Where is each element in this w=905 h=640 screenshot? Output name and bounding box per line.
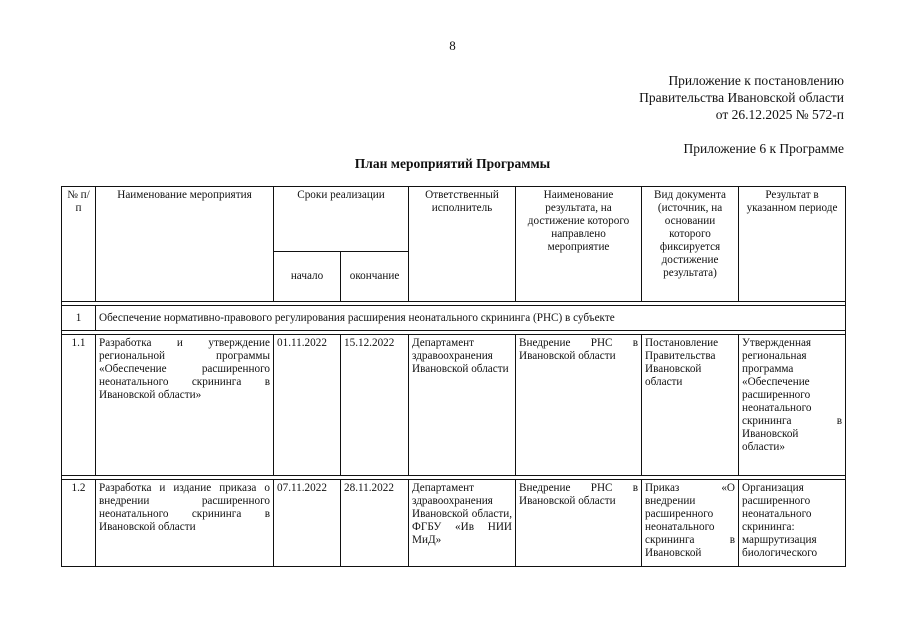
- plan-title: План мероприятий Программы: [354, 156, 551, 171]
- section-row: [62, 306, 846, 331]
- table-header-row: [62, 187, 846, 252]
- header-start: начало: [274, 252, 341, 302]
- row-num: 1.2: [62, 480, 96, 567]
- header-doc-type: Вид документа (источник, на основании которого фиксируется достижение результата): [642, 187, 739, 302]
- header-name: Наименование мероприятия: [96, 187, 274, 302]
- table-row: [62, 335, 846, 476]
- row-result-period: Организация расширенного неонатального скрининга: маршрутизация биологического: [739, 480, 846, 567]
- plan-table: [61, 186, 846, 567]
- header-result-period: Результат в указанном периоде: [739, 187, 846, 302]
- row-doc-type: Приказ «О внедрении расширенного неонатального скрининга в Ивановской: [642, 480, 739, 567]
- annex-label: Приложение 6 к Программе: [683, 141, 844, 156]
- header-terms: Сроки реализации: [274, 187, 409, 252]
- row-executor: Департамент здравоохранения Ивановской области, ФГБУ «Ив НИИ МиД»: [409, 480, 516, 567]
- approval-line-3: от 26.12.2025 № 572-п: [715, 107, 844, 122]
- section-title: Обеспечение нормативно-правового регулирования расширения неонатального скрининга (РНС) в субъекте: [96, 306, 846, 331]
- header-result-name: Наименование результата, на достижение которого направлено мероприятие: [516, 187, 642, 302]
- row-result-name: Внедрение РНС в Ивановской области: [516, 480, 642, 567]
- approval-line-1: Приложение к постановлению: [668, 73, 844, 88]
- table-row: [62, 480, 846, 567]
- approval-line-2: Правительства Ивановской области: [639, 90, 844, 105]
- row-result-name: Внедрение РНС в Ивановской области: [516, 335, 642, 476]
- header-num: № п/п: [62, 187, 96, 302]
- row-end: 15.12.2022: [341, 335, 409, 476]
- row-start: 01.11.2022: [274, 335, 341, 476]
- page-number: 8: [449, 38, 456, 53]
- header-end: окончание: [341, 252, 409, 302]
- section-num: 1: [62, 306, 96, 331]
- row-name: Разработка и утверждение региональной программы «Обеспечение расширенного неонатального скрининга в Ивановской области»: [96, 335, 274, 476]
- header-executor: Ответственный исполнитель: [409, 187, 516, 302]
- approval-block: [639, 72, 844, 123]
- row-result-period: Утвержденная региональная программа «Обеспечение расширенного неонатального скрининга в Ивановской области»: [739, 335, 846, 476]
- row-start: 07.11.2022: [274, 480, 341, 567]
- row-name: Разработка и издание приказа о внедрении расширенного неонатального скрининга в Ивановской области: [96, 480, 274, 567]
- row-doc-type: Постановление Правительства Ивановской области: [642, 335, 739, 476]
- row-num: 1.1: [62, 335, 96, 476]
- row-end: 28.11.2022: [341, 480, 409, 567]
- row-executor: Департамент здравоохранения Ивановской области: [409, 335, 516, 476]
